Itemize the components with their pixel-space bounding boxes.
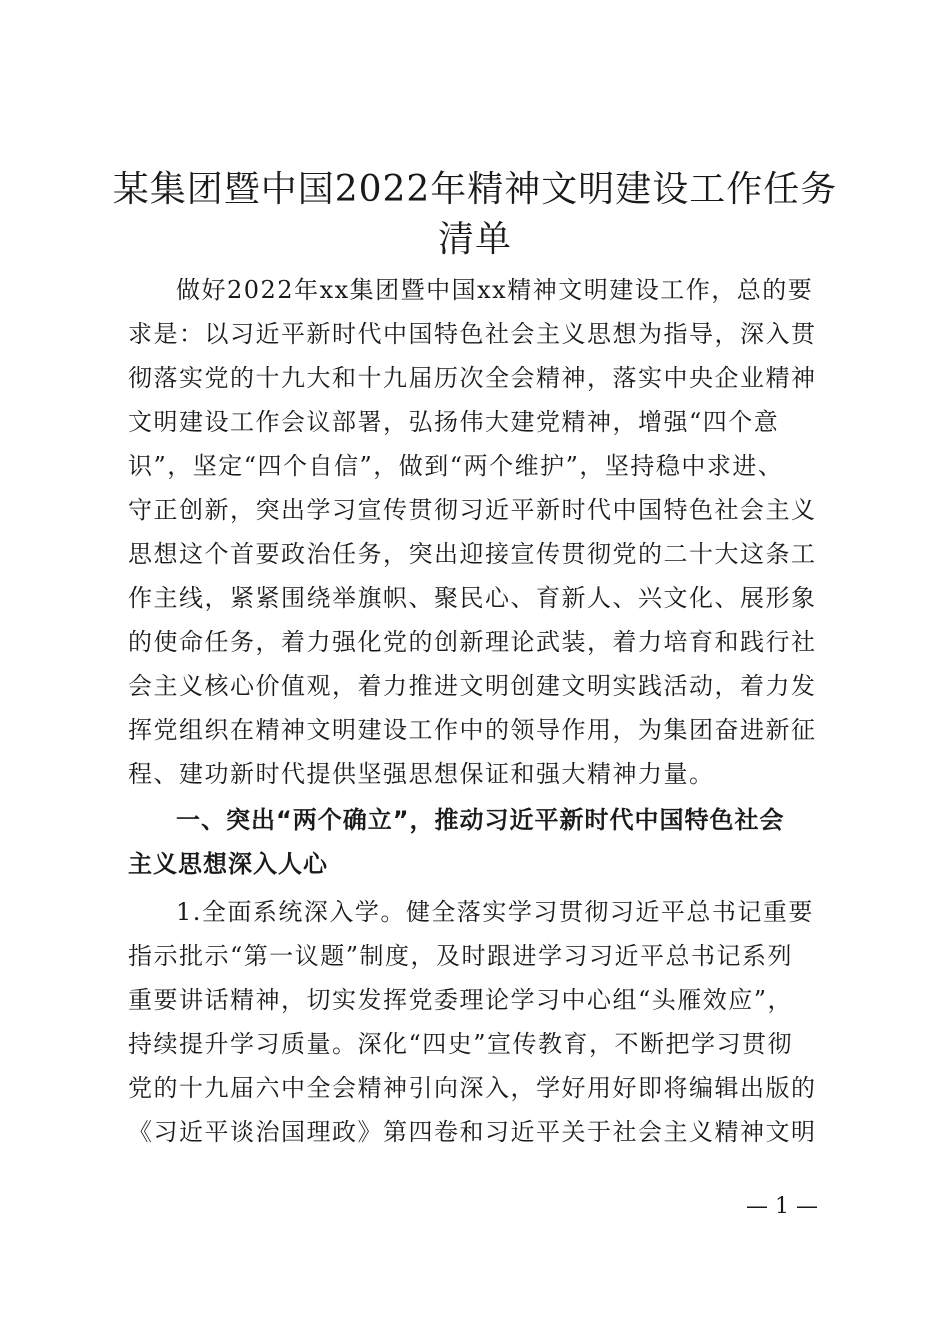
paragraph-line: 作主线，紧紧围绕举旗帜、聚民心、育新人、兴文化、展形象 (128, 584, 817, 612)
paragraph-line: 彻落实党的十九大和十九届历次全会精神，落实中央企业精神 (128, 364, 817, 392)
paragraph-line: 求是：以习近平新时代中国特色社会主义思想为指导，深入贯 (128, 320, 817, 348)
paragraph-line: 指示批示“第一议题”制度，及时跟进学习习近平总书记系列 (128, 942, 794, 970)
document-title-line-1: 某集团暨中国2022年精神文明建设工作任务 (112, 169, 838, 210)
paragraph-line: 文明建设工作会议部署，弘扬伟大建党精神，增强“四个意 (128, 408, 780, 436)
section-heading-line-1: 一、突出“两个确立”，推动习近平新时代中国特色社会 (176, 806, 785, 834)
paragraph-line: 程、建功新时代提供坚强思想保证和强大精神力量。 (128, 760, 715, 788)
paragraph-line: 守正创新，突出学习宣传贯彻习近平新时代中国特色社会主义 (128, 496, 817, 524)
paragraph-line: 党的十九届六中全会精神引向深入，学好用好即将编辑出版的 (128, 1074, 817, 1102)
paragraph-line: 持续提升学习质量。深化“四史”宣传教育，不断把学习贯彻 (128, 1030, 794, 1058)
section-heading-line-2: 主义思想深入人心 (128, 850, 328, 878)
paragraph-line: 重要讲话精神，切实发挥党委理论学习中心组“头雁效应”， (128, 986, 794, 1014)
page-number: — 1 — (746, 1194, 818, 1219)
paragraph-line: 识”，坚定“四个自信”，做到“两个维护”，坚持稳中求进、 (128, 452, 784, 480)
paragraph-line: 挥党组织在精神文明建设工作中的领导作用，为集团奋进新征 (128, 716, 817, 744)
paragraph-line: 做好2022年xx集团暨中国xx精神文明建设工作，总的要 (176, 276, 814, 304)
paragraph-line: 《习近平谈治国理政》第四卷和习近平关于社会主义精神文明 (128, 1118, 817, 1146)
paragraph-line: 会主义核心价值观，着力推进文明创建文明实践活动，着力发 (128, 672, 817, 700)
document-title-line-2: 清单 (437, 219, 512, 260)
paragraph-line: 1.全面系统深入学。健全落实学习贯彻习近平总书记重要 (176, 898, 814, 926)
paragraph-line: 思想这个首要政治任务，突出迎接宣传贯彻党的二十大这条工 (128, 540, 817, 568)
paragraph-line: 的使命任务，着力强化党的创新理论武装，着力培育和践行社 (128, 628, 817, 656)
